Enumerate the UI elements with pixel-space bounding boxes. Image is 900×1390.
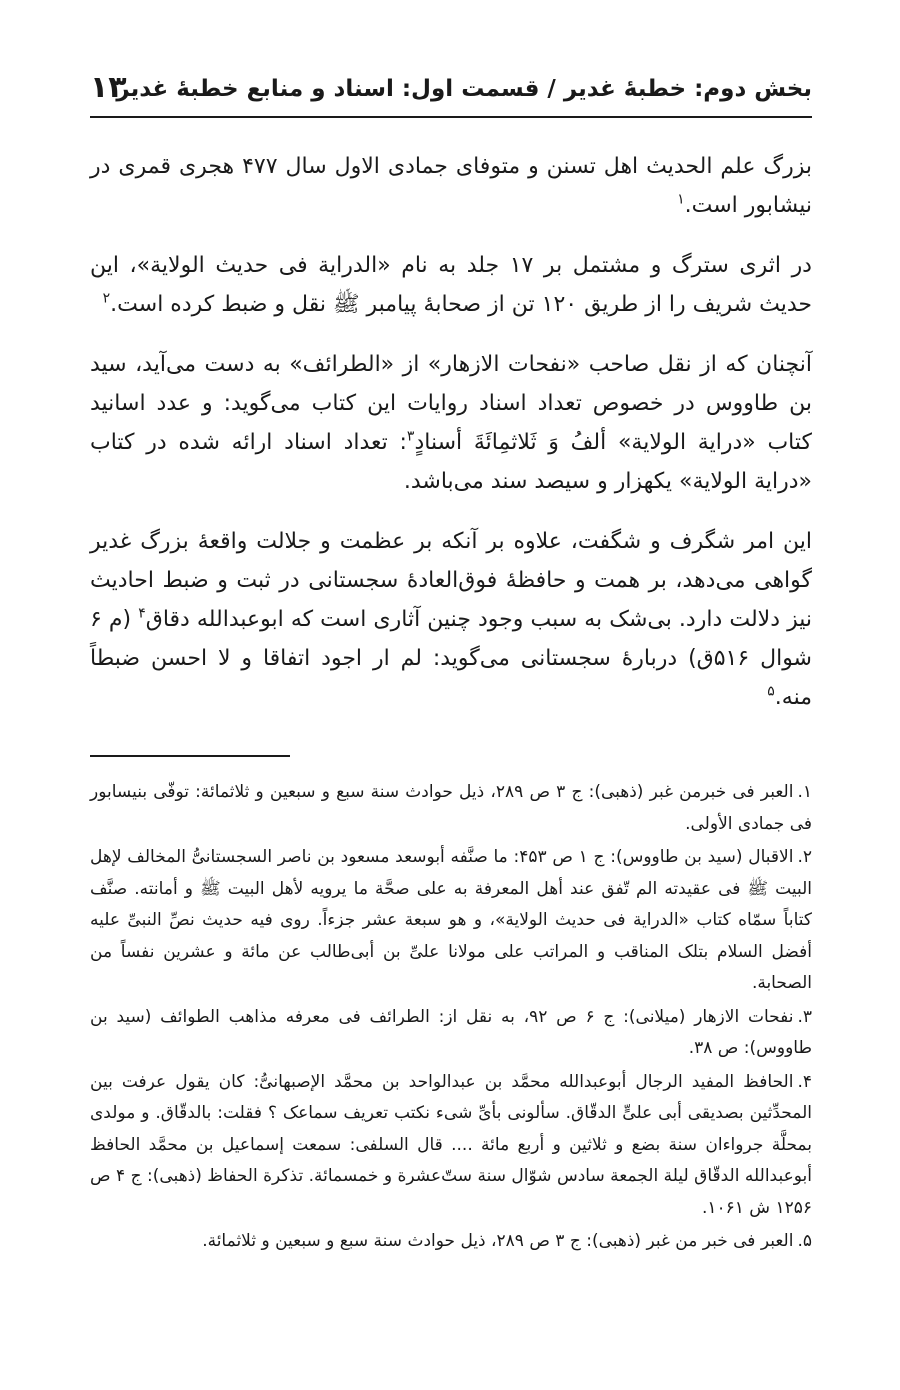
- footnote-text: العبر فی خبر من غبر (ذهبی): ج ۳ ص ۲۸۹، ذیل حوادث سنة سبع و سبعین و ثلاثمائة.: [202, 1231, 794, 1251]
- footnote-number: ۱.: [797, 782, 812, 802]
- paragraph-text: در اثری سترگ و مشتمل بر ۱۷ جلد به نام «الدرایة فی حدیث الولایة»، این حدیث شریف را از طریق ۱۲۰ تن از صحابهٔ پیامبر ﷺ نقل و ضبط کرده است.: [90, 253, 812, 317]
- paragraph-text-continued: (م ۶ شوال ۵۱۶ق) دربارهٔ سجستانی می‌گوید: لم ار اجود اتفاقا و لا احسن ضبطاً منه.: [90, 607, 812, 710]
- footnote-5: [90, 1226, 812, 1258]
- footnote-3: [90, 1002, 812, 1065]
- footnote-number: ۴.: [797, 1071, 812, 1092]
- paragraph-text: بزرگ علم الحدیث اهل تسنن و متوفای جمادی الاول سال ۴۷۷ هجری قمری در نیشابور است.: [90, 154, 813, 218]
- footnotes: [90, 777, 812, 1258]
- footnote-ref[interactable]: ۴: [138, 605, 146, 622]
- body-text: [90, 147, 812, 717]
- page-header: [90, 0, 812, 117]
- paragraph-2: [90, 246, 812, 324]
- running-header-title: بخش دوم: خطبهٔ غدیر / قسمت اول: اسناد و منابع خطبهٔ غدیر: [116, 76, 812, 102]
- paragraph-4: [90, 522, 812, 717]
- page-number: ۱۳: [90, 70, 127, 105]
- paragraph-text: این امر شگرف و شگفت، علاوه بر آنکه بر عظمت و جلالت واقعهٔ بزرگ غدیر گواهی می‌دهد، بر همت و حافظهٔ فوق‌العادهٔ سجستانی در ثبت و ضبط احادیث نیز دلالت دارد. بی‌شک به سبب وجود چنین آثاری است که ابوعبدالله دقاق: [90, 529, 812, 632]
- footnote-2: [90, 842, 812, 1000]
- footnote-1: [90, 777, 812, 840]
- footnote-ref[interactable]: ۲: [102, 290, 111, 307]
- footnote-text: الحافظ المفید الرجال أبوعبدالله محمَّد بن عبدالواحد بن محمَّد الإصبهانیُّ: کان یقول عرفت بین المحدِّثین بصدیقی أبی علیٍّ الدقّاق. سألونی بأیِّ شیء نکتب تعریف سماعک ؟ فقلت: بالدقّاق. و مولدی بمحلَّة جرواءان سنة بضع و ثلاثین و أربع مائة .... قال السلفی: سمعت إسماعیل بن محمَّد الحافظ أبوعبدالله الدقّاق لیلة الجمعة سادس شوّال سنة ستّ‌عشرة و خمسمائة. تذکرة الحفاظ (ذهبی): ج ۴ ص ۱۲۵۶ ش ۱۰۶۱.: [90, 1071, 812, 1218]
- header-rule: [90, 116, 812, 118]
- footnote-ref[interactable]: ۱: [677, 191, 685, 208]
- footnote-text: العبر فی خبرمن غبر (ذهبی): ج ۳ ص ۲۸۹، ذیل حوادث سنة سبع و سبعین و ثلاثمائة: توفّی بنیسابور فی جمادی الأولی.: [90, 782, 812, 834]
- paragraph-text-continued: : تعداد اسناد ارائه شده در کتاب «درایة الولایة» یکهزار و سیصد سند می‌باشد.: [90, 430, 812, 494]
- footnote-separator: [90, 755, 290, 757]
- footnote-number: ۲.: [797, 847, 812, 867]
- footnote-ref[interactable]: ۵: [767, 683, 775, 700]
- footnote-ref[interactable]: ۳: [406, 428, 415, 445]
- paragraph-1: [90, 147, 812, 225]
- paragraph-3: [90, 345, 812, 501]
- paragraph-text: آنچنان که از نقل صاحب «نفحات الازهار» از «الطرائف» به دست می‌آید، سید بن طاووس در خصوص تعداد اسناد روایات این کتاب می‌گوید: و عدد اسانید کتاب «درایة الولایة» ألفُ وَ ثَلاثمِائَةَ أسنادٍ: [90, 352, 812, 455]
- footnote-number: ۵.: [797, 1231, 812, 1251]
- footnote-number: ۳.: [797, 1006, 812, 1027]
- footnote-4: [90, 1067, 812, 1225]
- footnote-text: الاقبال (سید بن طاووس): ج ۱ ص ۴۵۳: ما صنَّفه أبوسعد مسعود بن ناصر السجستانیُّ المخالف لإهل البیت ﷺ فی عقیدته الم تّفق عند أهل المعرفة به علی صحَّة ما یرویه لأهل البیت ﷺ و أمانته. صنَّف کتاباً سمّاه کتاب «الدرایة فی حدیث الولایة»، و هو سبعة عشر جزءاً. روی فیه حدیث نصِّ النبیِّ علیه أفضل السلام بتلک المناقب و المراتب علی مولانا علیِّ بن أبی‌طالب عن مائة و عشرین نفساً من الصحابة.: [90, 847, 812, 993]
- footnote-text: نفحات الازهار (میلانی): ج ۶ ص ۹۲، به نقل از: الطرائف فی معرفه مذاهب الطوائف (سید بن طاووس): ص ۳۸.: [90, 1006, 812, 1058]
